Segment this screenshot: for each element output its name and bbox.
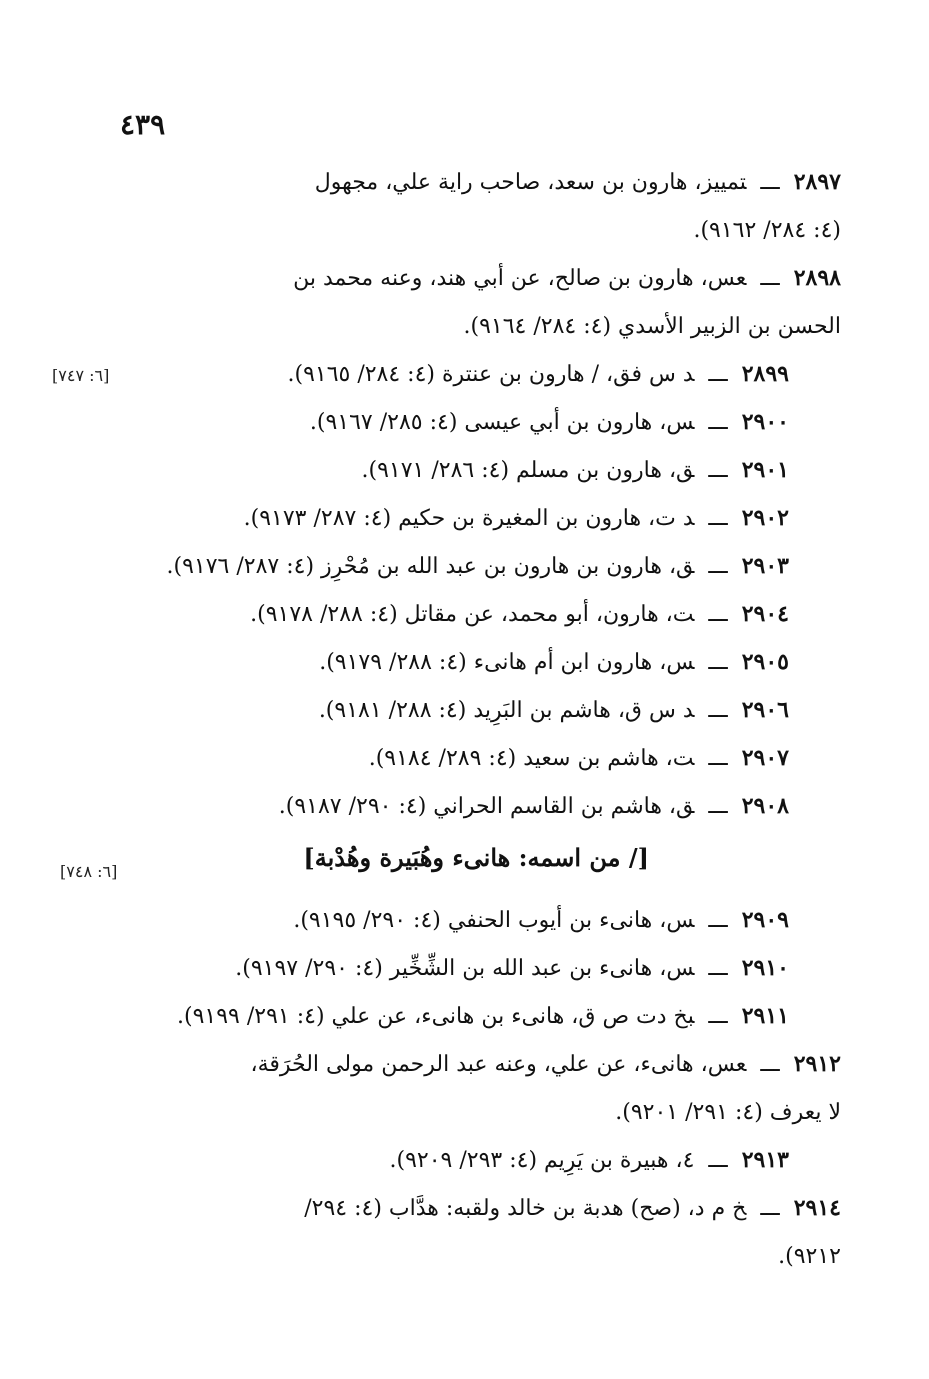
entry-number: ٢٩١٢ [793,1051,841,1077]
entry-number: ٢٩٠٩ [741,907,789,933]
entry-number: ٢٩١١ [741,1003,789,1029]
entry-2900: ٢٩٠٠ـــس، هارون بن أبي عيسى (٤: ٢٨٥/ ٩١٦٧). [309,409,789,435]
entry-number: ٢٩١٤ [793,1195,841,1221]
entry-number: ٢٩١٠ [741,955,789,981]
entry-text: ق، هاشم بن القاسم الحراني (٤: ٢٩٠/ ٩١٨٧). [278,794,695,819]
entry-2899: ٢٨٩٩ـــد س فق، / هارون بن عنترة (٤: ٢٨٤/ ٩١٦٥). [287,361,789,387]
entry-number: ٢٩٠٢ [741,505,789,531]
entry-2907: ٢٩٠٧ـــت، هاشم بن سعيد (٤: ٢٨٩/ ٩١٨٤). [368,745,789,771]
entry-2905: ٢٩٠٥ـــس، هارون ابن أم هانىء (٤: ٢٨٨/ ٩١٧٩). [319,649,789,675]
entry-2913: ٢٩١٣ـــ٤، هبيرة بن يَرِيم (٤: ٢٩٣/ ٩٢٠٩). [389,1147,789,1173]
entry-number: ٢٨٩٨ [793,265,841,291]
entry-2901: ٢٩٠١ـــق، هارون بن مسلم (٤: ٢٨٦/ ٩١٧١). [361,457,789,483]
entry-2897: ٢٨٩٧ـــتمييز، هارون بن سعد، صاحب راية علي، مجهول (٤: ٢٨٤/ ٩١٦٢). [121,158,841,255]
entry-text: عس، هارون بن صالح، عن أبي هند، وعنه محمد بن [293,266,747,291]
entry-continuation: لا يعرف (٤: ٢٩١/ ٩٢٠١). [615,1100,841,1125]
entry-2912: ٢٩١٢ـــعس، هانىء، عن علي، وعنه عبد الرحمن مولى الحُرَقة، لا يعرف (٤: ٢٩١/ ٩٢٠١). [121,1040,841,1137]
entry-continuation: (٤: ٢٨٤/ ٩١٦٢). [693,218,841,243]
section-heading: [/ من اسمه: هانىء وهُبَيرة وهُدْبة] [303,843,649,872]
entry-2903: ٢٩٠٣ـــق، هارون بن هارون بن عبد الله بن مُحْرِز (٤: ٢٨٧/ ٩١٧٦). [166,553,789,579]
entry-number: ٢٩٠٤ [741,601,789,627]
entry-number: ٢٩٠٧ [741,745,789,771]
entry-number: ٢٩٠٦ [741,697,789,723]
entry-2914: ٢٩١٤ـــخ م د، (صح) هدبة بن خالد ولقبه: هدَّاب (٤: ٢٩٤/ ٩٢١٢). [121,1184,841,1281]
entry-number: ٢٩٠٣ [741,553,789,579]
entry-text: تمييز، هارون بن سعد، صاحب راية علي، مجهول [314,170,747,195]
entry-text: ق، هارون بن مسلم (٤: ٢٨٦/ ٩١٧١). [361,458,695,483]
entry-text: س، هانىء بن أيوب الحنفي (٤: ٢٩٠/ ٩١٩٥). [293,908,695,933]
entry-2911: ٢٩١١ـــبخ دت ص ق، هانىء بن هانىء، عن علي (٤: ٢٩١/ ٩١٩٩). [177,1003,789,1029]
entry-text: د ت، هارون بن المغيرة بن حكيم (٤: ٢٨٧/ ٩١٧٣). [243,506,695,531]
margin-reference: [٦: ٧٤٧] [52,366,110,385]
entry-number: ٢٩١٣ [741,1147,789,1173]
entry-2908: ٢٩٠٨ـــق، هاشم بن القاسم الحراني (٤: ٢٩٠/ ٩١٨٧). [278,793,789,819]
entry-2902: ٢٩٠٢ـــد ت، هارون بن المغيرة بن حكيم (٤: ٢٨٧/ ٩١٧٣). [243,505,789,531]
entry-text: ت، هارون، أبو محمد، عن مقاتل (٤: ٢٨٨/ ٩١٧٨). [250,602,695,627]
entry-text: ت، هاشم بن سعيد (٤: ٢٨٩/ ٩١٨٤). [368,746,695,771]
entry-number: ٢٩٠٠ [741,409,789,435]
entry-2909: ٢٩٠٩ـــس، هانىء بن أيوب الحنفي (٤: ٢٩٠/ ٩١٩٥). [293,907,789,933]
entry-text: د س فق، / هارون بن عنترة (٤: ٢٨٤/ ٩١٦٥). [287,362,695,387]
entry-number: ٢٨٩٩ [741,361,789,387]
page-number: ٤٣٩ [120,108,166,141]
entry-continuation: الحسن بن الزبير الأسدي (٤: ٢٨٤/ ٩١٦٤). [463,314,841,339]
entry-number: ٢٩٠٨ [741,793,789,819]
entry-number: ٢٩٠٥ [741,649,789,675]
entry-text: عس، هانىء، عن علي، وعنه عبد الرحمن مولى الحُرَقة، [250,1052,747,1077]
entry-text: س، هارون ابن أم هانىء (٤: ٢٨٨/ ٩١٧٩). [319,650,695,675]
entry-2904: ٢٩٠٤ـــت، هارون، أبو محمد، عن مقاتل (٤: ٢٨٨/ ٩١٧٨). [250,601,789,627]
entry-2910: ٢٩١٠ـــس، هانىء بن عبد الله بن الشِّخِّير (٤: ٢٩٠/ ٩١٩٧). [235,955,789,981]
entry-continuation: ٩٢١٢). [778,1244,841,1269]
entry-text: س، هانىء بن عبد الله بن الشِّخِّير (٤: ٢٩٠/ ٩١٩٧). [235,956,695,981]
margin-reference: [٦: ٧٤٨] [60,862,118,881]
entry-2898: ٢٨٩٨ـــعس، هارون بن صالح، عن أبي هند، وعنه محمد بن الحسن بن الزبير الأسدي (٤: ٢٨٤/ ٩١٦٤). [121,254,841,351]
entry-number: ٢٨٩٧ [793,169,841,195]
entry-number: ٢٩٠١ [741,457,789,483]
entry-text: ق، هارون بن هارون بن عبد الله بن مُحْرِز (٤: ٢٨٧/ ٩١٧٦). [166,554,695,579]
entry-2906: ٢٩٠٦ـــد س ق، هاشم بن البَرِيد (٤: ٢٨٨/ ٩١٨١). [318,697,789,723]
entry-text: س، هارون بن أبي عيسى (٤: ٢٨٥/ ٩١٦٧). [309,410,695,435]
entry-text: د س ق، هاشم بن البَرِيد (٤: ٢٨٨/ ٩١٨١). [318,698,695,723]
entry-text: خ م د، (صح) هدبة بن خالد ولقبه: هدَّاب (٤: ٢٩٤/ [304,1196,747,1221]
entry-text: بخ دت ص ق، هانىء بن هانىء، عن علي (٤: ٢٩١/ ٩١٩٩). [177,1004,695,1029]
entry-text: ٤، هبيرة بن يَرِيم (٤: ٢٩٣/ ٩٢٠٩). [389,1148,695,1173]
